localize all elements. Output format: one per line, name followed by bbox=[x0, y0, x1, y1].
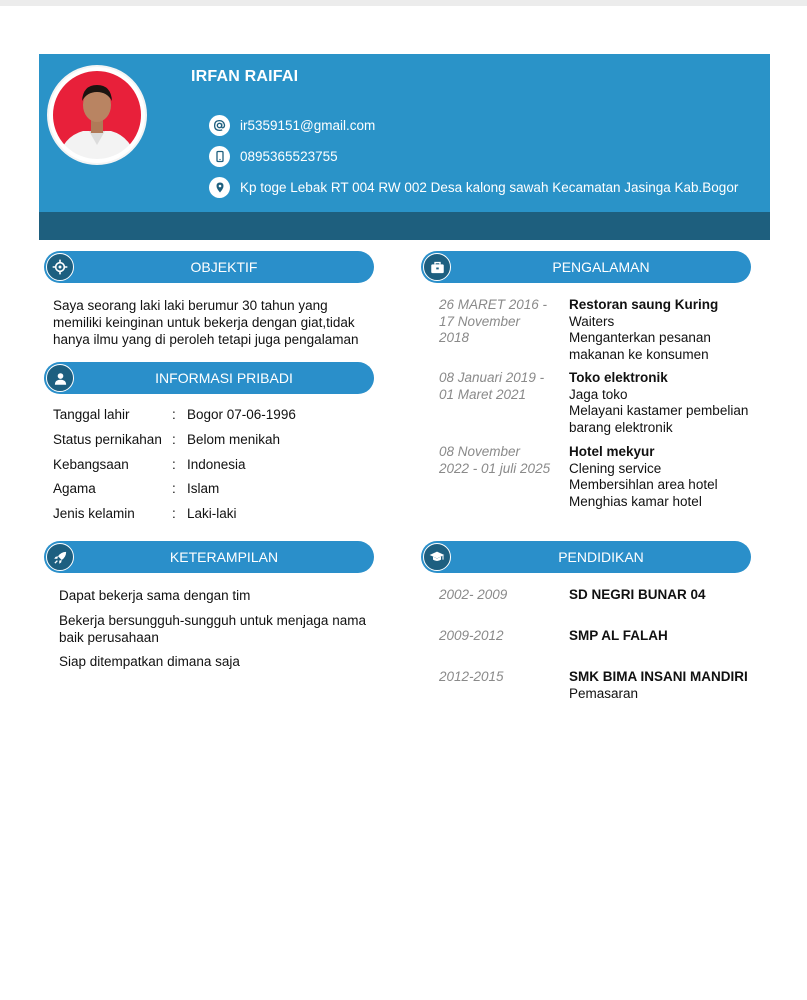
info-label: Agama bbox=[53, 481, 96, 496]
section-title-pendidikan: PENDIDIKAN bbox=[558, 549, 644, 565]
objektif-line: hanya ilmu yang di peroleh tetapi juga pengalaman bbox=[53, 332, 359, 347]
date-line: 2018 bbox=[439, 330, 470, 345]
header-band bbox=[39, 212, 770, 240]
section-title-informasi-pribadi: INFORMASI PRIBADI bbox=[155, 370, 293, 386]
info-row bbox=[53, 432, 280, 447]
education-item bbox=[569, 587, 706, 604]
date-line: 08 Januari 2019 - bbox=[439, 370, 545, 385]
info-value: Belom menikah bbox=[187, 432, 281, 447]
info-colon: : bbox=[172, 457, 176, 472]
info-value: Bogor 07-06-1996 bbox=[187, 407, 296, 422]
experience-date bbox=[439, 370, 544, 403]
target-icon bbox=[46, 253, 74, 281]
objektif-line: memiliki keinginan untuk bekerja dengan giat,tidak bbox=[53, 315, 355, 330]
experience-line: Waiters bbox=[569, 313, 615, 329]
date-line: 08 November bbox=[439, 444, 521, 459]
experience-line: Menghias kamar hotel bbox=[569, 493, 702, 509]
rocket-icon bbox=[46, 543, 74, 571]
info-colon: : bbox=[172, 506, 176, 521]
info-colon: : bbox=[172, 481, 176, 496]
section-pendidikan bbox=[421, 541, 751, 573]
education-major: Pemasaran bbox=[569, 685, 639, 701]
email-link[interactable]: ir5359151@gmail.com bbox=[240, 118, 376, 133]
skill-item: Siap ditempatkan dimana saja bbox=[59, 654, 240, 669]
experience-line: Jaga toko bbox=[569, 386, 628, 402]
info-label: Tanggal lahir bbox=[53, 407, 130, 422]
education-school: SMP AL FALAH bbox=[569, 628, 668, 643]
info-colon: : bbox=[172, 407, 176, 422]
education-years: 2012-2015 bbox=[439, 669, 504, 684]
experience-item bbox=[569, 297, 718, 363]
date-line: 2022 - 01 juli 2025 bbox=[439, 460, 551, 476]
cv-header bbox=[39, 54, 770, 240]
info-label: Kebangsaan bbox=[53, 457, 129, 472]
section-pengalaman bbox=[421, 251, 751, 283]
section-title-keterampilan: KETERAMPILAN bbox=[169, 549, 279, 565]
education-school: SD NEGRI BUNAR 04 bbox=[569, 587, 706, 602]
experience-line: Menganterkan pesanan bbox=[569, 330, 711, 345]
experience-company: Hotel mekyur bbox=[569, 444, 655, 459]
section-informasi-pribadi bbox=[44, 362, 374, 394]
skill-item-line: Bekerja bersungguh-sungguh untuk menjaga nama bbox=[59, 613, 366, 628]
experience-line: makanan ke konsumen bbox=[569, 346, 709, 362]
objektif-text bbox=[53, 297, 358, 348]
info-row bbox=[53, 506, 237, 521]
location-pin-icon bbox=[209, 177, 230, 198]
contact-phone bbox=[209, 146, 338, 167]
info-label: Status pernikahan bbox=[53, 432, 162, 447]
experience-item bbox=[569, 370, 748, 436]
profile-photo bbox=[47, 65, 147, 165]
section-title-pengalaman: PENGALAMAN bbox=[552, 259, 650, 275]
briefcase-icon bbox=[423, 253, 451, 281]
section-title-objektif: OBJEKTIF bbox=[190, 259, 258, 275]
contact-address bbox=[209, 177, 738, 198]
info-colon: : bbox=[172, 432, 176, 447]
experience-line: barang elektronik bbox=[569, 419, 673, 435]
education-item bbox=[569, 669, 748, 702]
objektif-line: Saya seorang laki laki berumur 30 tahun yang bbox=[53, 298, 328, 313]
at-icon bbox=[209, 115, 230, 136]
address-text: Kp toge Lebak RT 004 RW 002 Desa kalong sawah Kecamatan Jasinga Kab.Bogor bbox=[240, 180, 739, 195]
profile-name: IRFAN RAIFAI bbox=[191, 68, 299, 85]
experience-company: Restoran saung Kuring bbox=[569, 297, 719, 312]
education-years: 2002- 2009 bbox=[439, 587, 508, 602]
person-icon bbox=[46, 364, 74, 392]
section-keterampilan bbox=[44, 541, 374, 573]
experience-line: Membersihlan area hotel bbox=[569, 477, 718, 492]
experience-line: Melayani kastamer pembelian bbox=[569, 403, 749, 418]
date-line: 26 MARET 2016 - bbox=[439, 297, 548, 312]
info-label: Jenis kelamin bbox=[53, 506, 135, 521]
experience-item bbox=[569, 444, 718, 510]
skill-item: Dapat bekerja sama dengan tim bbox=[59, 588, 251, 603]
info-row bbox=[53, 481, 219, 496]
date-line: 01 Maret 2021 bbox=[439, 386, 527, 402]
info-row bbox=[53, 407, 296, 422]
phone-number[interactable]: 0895365523755 bbox=[240, 149, 338, 164]
experience-date bbox=[439, 297, 547, 347]
info-value: Islam bbox=[187, 481, 220, 496]
education-years: 2009-2012 bbox=[439, 628, 504, 643]
top-strip bbox=[0, 0, 807, 6]
education-school: SMK BIMA INSANI MANDIRI bbox=[569, 669, 748, 684]
graduation-cap-icon bbox=[423, 543, 451, 571]
info-value: Indonesia bbox=[187, 457, 246, 472]
date-line: 17 November bbox=[439, 313, 521, 329]
contact-email bbox=[209, 115, 375, 136]
section-objektif bbox=[44, 251, 374, 283]
skill-item-line: baik perusahaan bbox=[59, 630, 159, 645]
skill-item bbox=[59, 612, 366, 646]
education-item bbox=[569, 628, 668, 645]
info-row bbox=[53, 457, 246, 472]
info-value: Laki-laki bbox=[187, 506, 237, 521]
experience-company: Toko elektronik bbox=[569, 370, 668, 385]
experience-line: Clening service bbox=[569, 460, 662, 476]
phone-icon bbox=[209, 146, 230, 167]
experience-date bbox=[439, 444, 550, 477]
profile-photo-image bbox=[47, 65, 147, 165]
